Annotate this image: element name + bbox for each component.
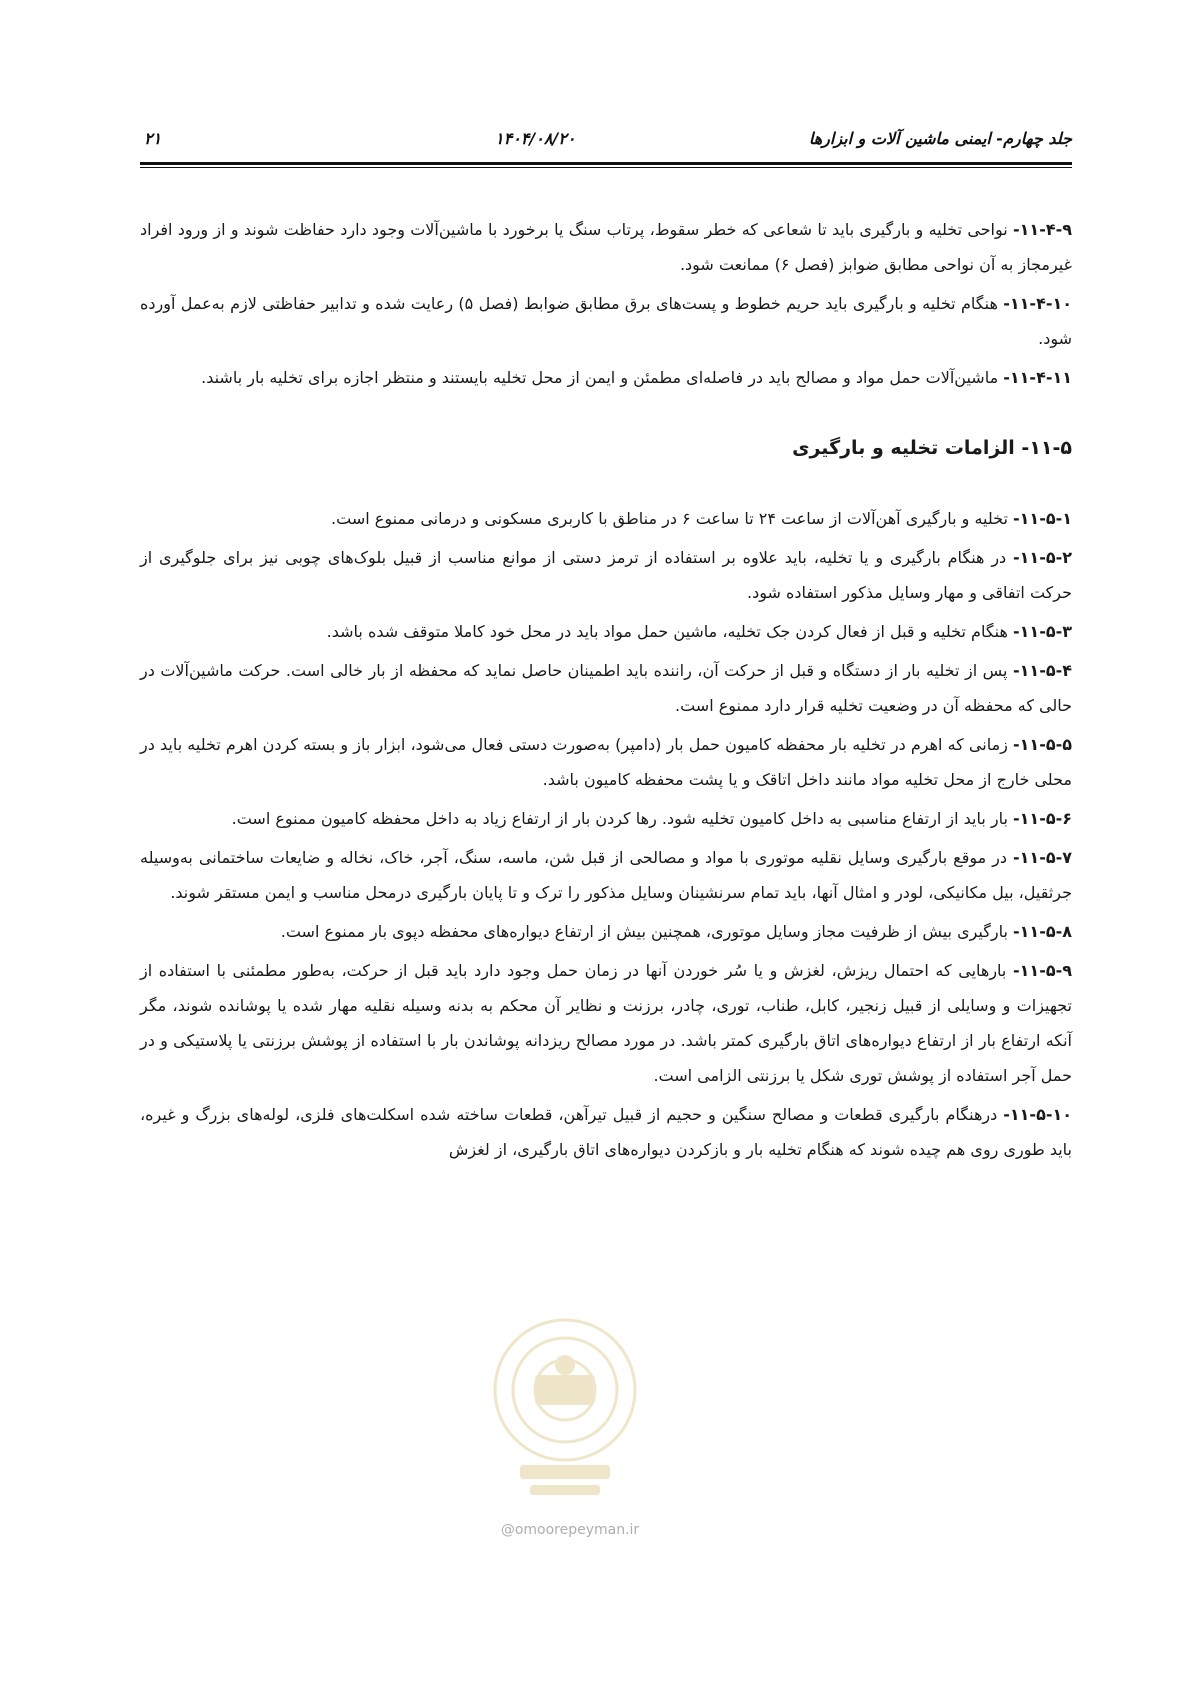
clause-text: زمانی که اهرم در تخلیه بار محفظه کامیون حمل بار (دامپر) به‌صورت دستی فعال می‌شود، ابزار باز و بسته کردن اهرم تخلیه باید در محلی خارج از محل تخلیه مواد مانند داخل اتاقک و یا پشت محفظه کامیون باشد. [140,735,1072,789]
watermark-url: @omoorepeyman.ir [500,1522,640,1538]
clause-number: ۱۱-۵-۷- [1013,848,1072,867]
header-rule-thin [140,167,1072,168]
paragraph-11-4-11 [140,360,1072,395]
paragraph-11-4-9 [140,212,1072,282]
paragraph-11-5-4 [140,653,1072,723]
paragraph-11-5-10 [140,1097,1072,1167]
clause-text: بارهایی که احتمال ریزش، لغزش و یا سُر خوردن آنها در زمان حمل وجود دارد باید قبل از حرکت، به‌طور مطمئنی با استفاده از تجهیزات و وسایلی از قبیل زنجیر، کابل، طناب، توری، چادر، برزنت و نظایر آن محکم به بدنه وسیله نقلیه مهار شده یا پوشانده شوند، مگر آنکه ارتفاع بار از ارتفاع دیواره‌های اتاق بارگیری کمتر باشد. در مورد مصالح ریزدانه پوشاندن بار با استفاده از پوشش برزنتی یا پلاستیکی و در حمل آجر استفاده از پوشش توری شکل یا برزنتی الزامی است. [140,961,1072,1085]
clause-number: ۱۱-۵-۵- [1013,735,1072,754]
page-header [140,128,1072,158]
header-rule-thick [140,162,1072,165]
paragraph-11-5-7 [140,840,1072,910]
header-title: جلد چهارم- ایمنی ماشین آلات و ابزارها [808,129,1072,148]
clause-text: در هنگام بارگیری و یا تخلیه، باید علاوه بر استفاده از ترمز دستی از موانع مناسب از قبیل بلوک‌های چوبی نیز برای جلوگیری از حرکت اتفاقی و مهار وسایل مذکور استفاده شود. [140,548,1072,602]
paragraph-11-5-9 [140,953,1072,1093]
clause-number: ۱۱-۵-۲- [1013,548,1072,567]
paragraph-11-5-1 [140,501,1072,536]
header-date: ۱۴۰۴/۰۸/۲۰ [495,129,576,148]
document-body [140,212,1072,1171]
clause-text: درهنگام بارگیری قطعات و مصالح سنگین و حجیم از قبیل تیرآهن، قطعات ساخته شده اسکلت‌های فلزی، لوله‌های بزرگ و غیره، باید طوری روی هم چیده شوند که هنگام تخلیه بار و بازکردن دیواره‌های اتاق بارگیری، از لغزش [140,1105,1072,1159]
clause-number: ۱۱-۴-۱۰- [1003,294,1072,313]
clause-number: ۱۱-۵-۱- [1013,509,1072,528]
clause-text: هنگام تخلیه و قبل از فعال کردن جک تخلیه، ماشین حمل مواد باید در محل خود کاملا متوقف شده باشد. [326,622,1014,641]
clause-text: در موقع بارگیری وسایل نقلیه موتوری با مواد و مصالحی از قبل شن، ماسه، سنگ، آجر، خاک، نخاله و ضایعات ساختمانی به‌وسیله جرثقیل، بیل مکانیکی، لودر و امثال آنها، باید تمام سرنشینان وسایل مذکور را ترک و تا پایان بارگیری درمحل مناسب و ایمن مستقر شوند. [140,848,1072,902]
clause-number: ۱۱-۴-۹- [1013,220,1072,239]
clause-text: ماشین‌آلات حمل مواد و مصالح باید در فاصله‌ای مطمئن و ایمن از محل تخلیه بایستند و منتظر اجازه برای تخلیه بار باشند. [201,368,1004,387]
clause-number: ۱۱-۴-۱۱- [1003,368,1072,387]
section-heading: ۱۱-۵- الزامات تخلیه و بارگیری [792,437,1072,459]
paragraph-11-5-3 [140,614,1072,649]
clause-number: ۱۱-۵-۱۰- [1003,1105,1072,1124]
clause-number: ۱۱-۵-۶- [1013,809,1072,828]
publisher-seal-watermark [480,1305,650,1515]
clause-text: تخلیه و بارگیری آهن‌آلات از ساعت ۲۴ تا ساعت ۶ در مناطق با کاربری مسکونی و درمانی ممنوع است. [331,509,1014,528]
clause-text: بار باید از ارتفاع مناسبی به داخل کامیون تخلیه شود. رها کردن بار از ارتفاع زیاد به داخل محفظه کامیون ممنوع است. [231,809,1014,828]
clause-text: پس از تخلیه بار از دستگاه و قبل از حرکت آن، راننده باید اطمینان حاصل نماید که محفظه از بار خالی است. حرکت ماشین‌آلات در حالی که محفظه آن در وضعیت تخلیه قرار دارد ممنوع است. [140,661,1072,715]
page-number: ۲۱ [144,129,162,148]
clause-number: ۱۱-۵-۹- [1013,961,1072,980]
paragraph-11-5-5 [140,727,1072,797]
clause-number: ۱۱-۵-۴- [1013,661,1072,680]
paragraph-11-4-10 [140,286,1072,356]
clause-number: ۱۱-۵-۳- [1013,622,1072,641]
clause-text: بارگیری بیش از ظرفیت مجاز وسایل موتوری، همچنین بیش از ارتفاع دیواره‌های محفظه دپوی بار ممنوع است. [280,922,1014,941]
paragraph-11-5-6 [140,801,1072,836]
clause-number: ۱۱-۵-۸- [1013,922,1072,941]
paragraph-11-5-8 [140,914,1072,949]
paragraph-11-5-2 [140,540,1072,610]
clause-text: هنگام تخلیه و بارگیری باید حریم خطوط و پست‌های برق مطابق ضوابط (فصل ۵) رعایت شده و تدابیر حفاظتی لازم به‌عمل آورده شود. [140,294,1072,348]
clause-text: نواحی تخلیه و بارگیری باید تا شعاعی که خطر سقوط، پرتاب سنگ یا برخورد با ماشین‌آلات وجود دارد حفاظت شوند و از ورود افراد غیرمجاز به آن نواحی مطابق ضوابز (فصل ۶) ممانعت شود. [140,220,1072,274]
